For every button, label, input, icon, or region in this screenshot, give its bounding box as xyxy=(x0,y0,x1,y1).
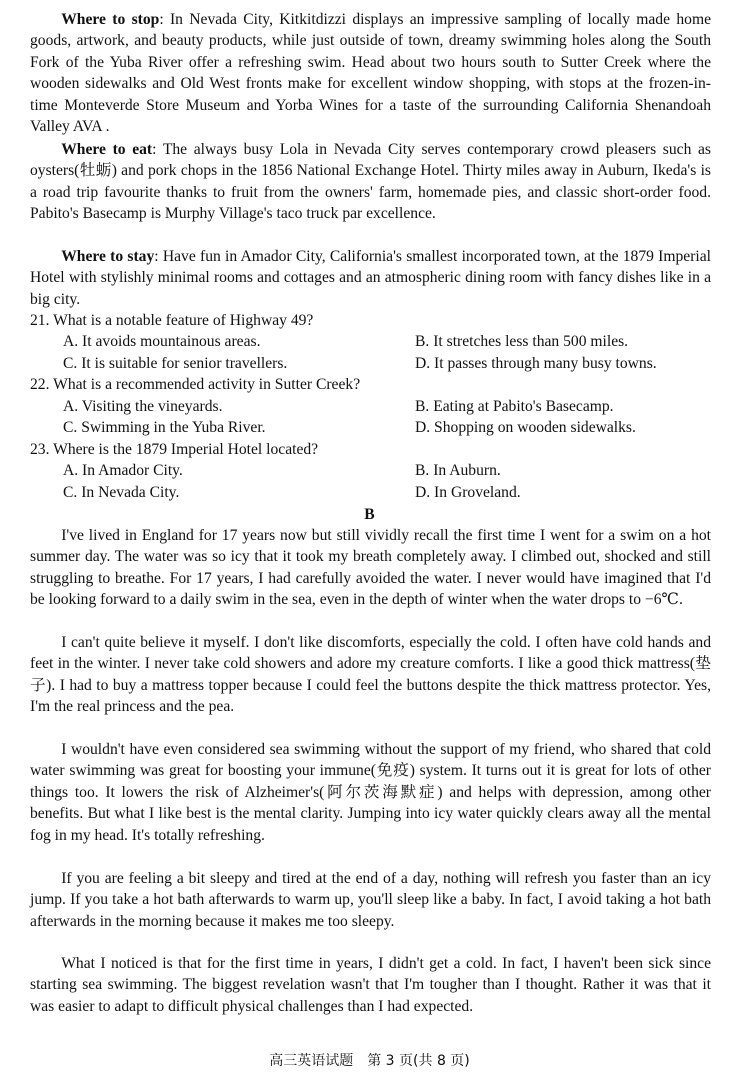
paragraph-where-to-eat xyxy=(30,139,711,225)
section-b-paragraph-3: I wouldn't have even considered sea swimming without the support of my friend, who shared that cold water swimming was great for boosting your immune(免疫) system. It turns out it is great for lots of other things too. It lowers the risk of Alzheimer's(阿尔茨海默症) and helps with depression, among other benefits. But what I like best is the mental clarity. Jumping into icy water quickly clears away all the mental fog in my head. It's totally refreshing. xyxy=(30,741,711,844)
section-b-paragraph-2: I can't quite believe it myself. I don't like discomforts, especially the cold. I often have cold hands and feet in the winter. I never take cold showers and adore my creature comforts. I like a good thick mattress(垫子). I had to buy a mattress topper because I could feel the buttons despite the thick mattress protector. Yes, I'm the real princess and the pea. xyxy=(30,634,711,716)
where-to-stay-label: Where to stay xyxy=(61,248,155,265)
question-21-option-c: C. It is suitable for senior travellers. xyxy=(63,355,288,372)
where-to-eat-text: : The always busy Lola in Nevada City serves contemporary crowd pleasers such as oysters(牡蛎) and pork chops in the 1856 National Exchange Hotel. Thirty miles away in Auburn, Ikeda's is a road trip favourite thanks to fruit from the owners' farm, homemade pies, and classic short-order food. Pabito's Basecamp is Murphy Village's taco truck par excellence. xyxy=(30,141,711,223)
where-to-stay-text: : Have fun in Amador City, California's smallest incorporated town, at the 1879 Imperial Hotel with stylishly minimal rooms and cottages and an atmospheric dining room with fancy dishes like in a big city. xyxy=(30,248,712,308)
where-to-eat-label: Where to eat xyxy=(61,141,153,158)
question-22-stem: 22. What is a recommended activity in Sutter Creek? xyxy=(30,376,361,393)
section-b-paragraph-4: If you are feeling a bit sleepy and tired at the end of a day, nothing will refresh you faster than an icy jump. If you take a hot bath afterwards to warm up, you'll sleep like a baby. In fact, I avoid taking a hot bath afterwards in the morning because it makes me too sleepy. xyxy=(30,870,711,930)
section-b-heading: B xyxy=(364,506,375,523)
paragraph-where-to-stop xyxy=(30,9,711,137)
question-21-stem: 21. What is a notable feature of Highway 49? xyxy=(30,312,314,329)
section-b-paragraph-5: What I noticed is that for the first time in years, I didn't get a cold. In fact, I haven't been sick since starting sea swimming. The biggest revelation wasn't that I'm tougher than I thought. Rather it was that it was easier to adapt to difficult physical challenges than I had expected. xyxy=(30,955,711,1015)
where-to-stop-text: : In Nevada City, Kitkitdizzi displays an impressive sampling of locally made home goods, artwork, and beauty products, while just outside of town, dreamy swimming holes along the South Fork of the Yuba River offer a refreshing swim. Head about two hours south to Sutter Creek where the wooden sidewalks and Old West fronts make for excellent window shopping, with stops at the frozen-in-time Monteverde Store Museum and Yorba Wines for a taste of the surrounding California Shenandoah Valley AVA . xyxy=(30,11,711,136)
paragraph-where-to-stay xyxy=(30,246,711,310)
section-b-paragraph-1: I've lived in England for 17 years now but still vividly recall the first time I went for a swim on a hot summer day. The water was so icy that it took my breath completely away. I climbed out, shocked and still struggling to breathe. For 17 years, I had carefully avoided the water. I never would have imagined that I'd be looking forward to a daily swim in the sea, even in the depth of winter when the water drops to −6℃. xyxy=(30,527,711,609)
question-21-option-a: A. It avoids mountainous areas. xyxy=(63,333,261,350)
question-21-option-b: B. It stretches less than 500 miles. xyxy=(415,333,629,350)
question-23-option-b: B. In Auburn. xyxy=(415,462,501,479)
question-22-option-a: A. Visiting the vineyards. xyxy=(63,398,223,415)
question-23-option-d: D. In Groveland. xyxy=(415,484,521,501)
question-23-option-c: C. In Nevada City. xyxy=(63,484,180,501)
page-footer: 高三英语试题 第 3 页(共 8 页) xyxy=(269,1053,470,1069)
question-22-option-b: B. Eating at Pabito's Basecamp. xyxy=(415,398,614,415)
question-22-option-c: C. Swimming in the Yuba River. xyxy=(63,419,266,436)
question-23-stem: 23. Where is the 1879 Imperial Hotel located? xyxy=(30,441,319,458)
question-23-option-a: A. In Amador City. xyxy=(63,462,183,479)
question-22-option-d: D. Shopping on wooden sidewalks. xyxy=(415,419,636,436)
question-21-option-d: D. It passes through many busy towns. xyxy=(415,355,657,372)
where-to-stop-label: Where to stop xyxy=(61,11,160,28)
